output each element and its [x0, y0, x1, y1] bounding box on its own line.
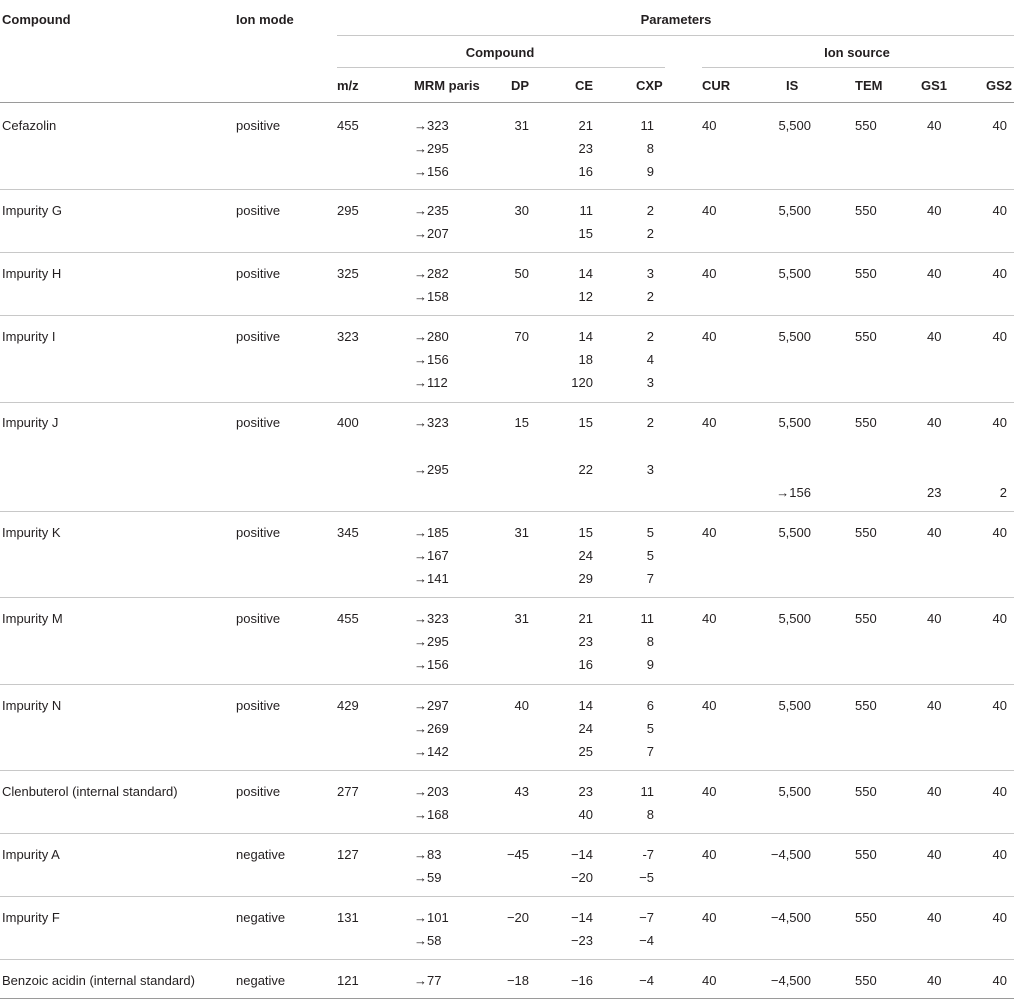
row-ce: 120	[571, 375, 593, 390]
row-ce: 15	[578, 415, 593, 430]
row-dp: 31	[514, 118, 529, 133]
row-mz: 127	[337, 847, 359, 862]
col-mrm: MRM paris	[414, 78, 480, 93]
header-group-compound: Compound	[465, 45, 535, 60]
row-gs1: 40	[927, 910, 942, 925]
row-cxp: 4	[646, 352, 654, 367]
row-mrm-transition: →83	[414, 847, 442, 862]
row-gs1: 40	[927, 847, 942, 862]
row-cur: 40	[702, 525, 717, 540]
row-ion-mode: negative	[236, 847, 286, 862]
row-ce: 14	[578, 266, 593, 281]
row-cxp: 2	[646, 415, 654, 430]
row-extra-gs2: 2	[999, 485, 1007, 500]
row-ce: 14	[578, 329, 593, 344]
row-mrm-transition: →141	[414, 571, 449, 586]
row-mrm-transition: →235	[414, 203, 449, 218]
row-mrm-transition: →207	[414, 226, 449, 241]
row-is: −4,500	[770, 910, 811, 925]
row-cxp: 7	[646, 744, 654, 759]
row-separator	[0, 684, 1014, 685]
row-cxp: 5	[646, 721, 654, 736]
col-tem: TEM	[855, 78, 883, 93]
row-mrm-transition: →156	[414, 164, 449, 179]
row-tem: 550	[855, 415, 877, 430]
row-dp: 31	[514, 611, 529, 626]
row-compound-name: Impurity M	[2, 611, 63, 626]
col-cur: CUR	[702, 78, 731, 93]
header-bottom-rule	[0, 102, 1014, 103]
row-separator	[0, 402, 1014, 403]
row-mrm-transition: →156	[414, 657, 449, 672]
row-ce: 23	[578, 784, 593, 799]
row-ion-mode: negative	[236, 910, 286, 925]
row-compound-name: Impurity F	[2, 910, 60, 925]
row-ce: 22	[578, 462, 593, 477]
row-ce: 14	[578, 698, 593, 713]
row-separator	[0, 189, 1014, 190]
row-separator	[0, 959, 1014, 960]
row-ion-mode: positive	[236, 698, 281, 713]
row-dp: 30	[514, 203, 529, 218]
row-gs2: 40	[992, 698, 1007, 713]
row-gs2: 40	[992, 784, 1007, 799]
row-cur: 40	[702, 698, 717, 713]
row-cxp: 3	[646, 462, 654, 477]
row-mrm-transition: →323	[414, 611, 449, 626]
row-ion-mode: positive	[236, 525, 281, 540]
row-ion-mode: positive	[236, 266, 281, 281]
row-cxp: -7	[642, 847, 654, 862]
header-parameters: Parameters	[640, 12, 712, 27]
row-extra-is: →156	[776, 485, 811, 500]
row-mrm-transition: →295	[414, 141, 449, 156]
row-tem: 550	[855, 910, 877, 925]
row-ce: 11	[579, 203, 593, 218]
row-cur: 40	[702, 847, 717, 862]
row-mz: 277	[337, 784, 359, 799]
row-dp: −45	[506, 847, 529, 862]
row-dp: 43	[514, 784, 529, 799]
row-mz: 295	[337, 203, 359, 218]
row-ce: 12	[578, 289, 593, 304]
row-is: 5,500	[778, 118, 811, 133]
row-ce: 23	[578, 634, 593, 649]
row-is: 5,500	[778, 611, 811, 626]
row-gs1: 40	[927, 266, 942, 281]
row-dp: −20	[506, 910, 529, 925]
row-cur: 40	[702, 203, 717, 218]
row-cxp: 5	[646, 548, 654, 563]
col-gs2: GS2	[986, 78, 1013, 93]
row-gs1: 40	[927, 525, 942, 540]
row-cxp: 5	[646, 525, 654, 540]
row-is: 5,500	[778, 329, 811, 344]
row-ce: 24	[578, 721, 593, 736]
header-ion-mode: Ion mode	[236, 12, 294, 27]
row-compound-name: Impurity H	[2, 266, 62, 281]
row-mrm-transition: →112	[414, 375, 448, 390]
row-ion-mode: positive	[236, 415, 281, 430]
row-gs1: 40	[927, 329, 942, 344]
row-mrm-transition: →167	[414, 548, 449, 563]
col-gs1: GS1	[921, 78, 948, 93]
row-mrm-transition: →185	[414, 525, 449, 540]
row-ce: −20	[570, 870, 593, 885]
row-tem: 550	[855, 266, 877, 281]
row-ce: −14	[570, 847, 593, 862]
row-ce: 29	[578, 571, 593, 586]
row-tem: 550	[855, 611, 877, 626]
row-compound-name: Impurity G	[2, 203, 62, 218]
row-ion-mode: positive	[236, 329, 281, 344]
row-ce: 16	[578, 657, 593, 672]
row-mz: 121	[337, 973, 359, 988]
row-ion-mode: positive	[236, 784, 281, 799]
row-cxp: −5	[639, 870, 654, 885]
row-dp: 40	[514, 698, 529, 713]
parameters-rule	[337, 35, 1014, 36]
row-gs1: 40	[927, 118, 942, 133]
table-bottom-rule	[0, 998, 1014, 999]
row-is: 5,500	[778, 266, 811, 281]
row-ce: 25	[578, 744, 593, 759]
row-gs2: 40	[992, 973, 1007, 988]
row-mz: 325	[337, 266, 359, 281]
row-ce: 15	[578, 525, 593, 540]
row-cur: 40	[702, 973, 717, 988]
row-cxp: −4	[639, 933, 654, 948]
row-mrm-transition: →158	[414, 289, 449, 304]
row-mrm-transition: →168	[414, 807, 449, 822]
row-cxp: 9	[646, 164, 654, 179]
row-compound-name: Impurity K	[2, 525, 61, 540]
row-ion-mode: positive	[236, 611, 281, 626]
row-mrm-transition: →323	[414, 118, 449, 133]
row-mrm-transition: →323	[414, 415, 449, 430]
row-tem: 550	[855, 784, 877, 799]
row-cxp: 11	[640, 784, 654, 799]
row-is: 5,500	[778, 203, 811, 218]
row-gs1: 40	[927, 611, 942, 626]
row-gs2: 40	[992, 415, 1007, 430]
row-ce: −23	[570, 933, 593, 948]
row-ce: −16	[570, 973, 593, 988]
row-gs2: 40	[992, 329, 1007, 344]
row-compound-name: Impurity J	[2, 415, 59, 430]
row-is: −4,500	[770, 847, 811, 862]
row-is: 5,500	[778, 784, 811, 799]
row-separator	[0, 252, 1014, 253]
row-ce: 23	[578, 141, 593, 156]
row-is: 5,500	[778, 415, 811, 430]
row-cxp: 2	[646, 226, 654, 241]
row-gs2: 40	[992, 611, 1007, 626]
row-cxp: 6	[646, 698, 654, 713]
row-separator	[0, 896, 1014, 897]
row-gs2: 40	[992, 118, 1007, 133]
row-cur: 40	[702, 415, 717, 430]
row-cxp: 3	[646, 266, 654, 281]
row-mz: 455	[337, 611, 359, 626]
row-gs2: 40	[992, 203, 1007, 218]
row-cur: 40	[702, 329, 717, 344]
row-ion-mode: positive	[236, 203, 281, 218]
row-separator	[0, 597, 1014, 598]
row-mrm-transition: →295	[414, 634, 449, 649]
row-mrm-transition: →142	[414, 744, 449, 759]
row-mrm-transition: →101	[414, 910, 449, 925]
col-dp: DP	[511, 78, 530, 93]
row-cxp: 9	[646, 657, 654, 672]
row-compound-name: Benzoic acidin (internal standard)	[2, 973, 195, 988]
row-compound-name: Impurity A	[2, 847, 60, 862]
row-ce: 21	[578, 611, 593, 626]
col-ce: CE	[575, 78, 594, 93]
row-tem: 550	[855, 847, 877, 862]
group-ion-source-rule	[702, 67, 1014, 68]
row-separator	[0, 511, 1014, 512]
row-cxp: 11	[640, 611, 654, 626]
row-mrm-transition: →269	[414, 721, 449, 736]
row-mrm-transition: →282	[414, 266, 449, 281]
row-tem: 550	[855, 973, 877, 988]
row-cxp: −4	[639, 973, 654, 988]
row-gs2: 40	[992, 847, 1007, 862]
row-mrm-transition: →297	[414, 698, 449, 713]
row-gs1: 40	[927, 784, 942, 799]
row-cxp: −7	[639, 910, 654, 925]
row-mrm-transition: →77	[414, 973, 442, 988]
row-tem: 550	[855, 118, 877, 133]
row-tem: 550	[855, 698, 877, 713]
row-mz: 429	[337, 698, 359, 713]
row-tem: 550	[855, 203, 877, 218]
row-mrm-transition: →295	[414, 462, 449, 477]
row-gs1: 40	[927, 415, 942, 430]
row-compound-name: Cefazolin	[2, 118, 57, 133]
row-mrm-transition: →203	[414, 784, 449, 799]
row-mz: 400	[337, 415, 359, 430]
row-mrm-transition: →58	[414, 933, 442, 948]
row-compound-name: Impurity N	[2, 698, 62, 713]
col-cxp: CXP	[636, 78, 663, 93]
row-dp: 31	[514, 525, 529, 540]
row-cxp: 2	[646, 329, 654, 344]
row-dp: 50	[514, 266, 529, 281]
row-ion-mode: negative	[236, 973, 286, 988]
row-dp: −18	[506, 973, 529, 988]
row-gs1: 40	[927, 698, 942, 713]
group-compound-rule	[337, 67, 665, 68]
row-ce: −14	[570, 910, 593, 925]
row-ce: 24	[578, 548, 593, 563]
row-ce: 40	[578, 807, 593, 822]
row-ce: 16	[578, 164, 593, 179]
row-mrm-transition: →280	[414, 329, 449, 344]
row-cur: 40	[702, 118, 717, 133]
row-tem: 550	[855, 525, 877, 540]
row-cxp: 8	[646, 634, 654, 649]
row-ce: 15	[578, 226, 593, 241]
row-cxp: 2	[646, 203, 654, 218]
row-gs2: 40	[992, 266, 1007, 281]
row-is: −4,500	[770, 973, 811, 988]
header-compound: Compound	[2, 12, 71, 27]
row-gs1: 40	[927, 203, 942, 218]
row-cur: 40	[702, 611, 717, 626]
row-is: 5,500	[778, 698, 811, 713]
row-cur: 40	[702, 910, 717, 925]
row-cxp: 7	[646, 571, 654, 586]
row-mrm-transition: →156	[414, 352, 449, 367]
row-extra-gs1: 23	[927, 485, 942, 500]
row-separator	[0, 770, 1014, 771]
row-cxp: 3	[646, 375, 654, 390]
row-dp: 70	[514, 329, 529, 344]
row-mrm-transition: →59	[414, 870, 442, 885]
row-separator	[0, 315, 1014, 316]
row-ce: 21	[578, 118, 593, 133]
row-mz: 455	[337, 118, 359, 133]
row-ion-mode: positive	[236, 118, 281, 133]
row-mz: 131	[337, 910, 359, 925]
row-cur: 40	[702, 784, 717, 799]
row-cxp: 2	[646, 289, 654, 304]
row-compound-name: Impurity I	[2, 329, 56, 344]
row-cur: 40	[702, 266, 717, 281]
row-gs1: 40	[927, 973, 942, 988]
col-mz: m/z	[337, 78, 359, 93]
row-cxp: 8	[646, 807, 654, 822]
header-group-ion-source: Ion source	[824, 45, 890, 60]
row-dp: 15	[514, 415, 529, 430]
row-separator	[0, 833, 1014, 834]
row-ce: 18	[578, 352, 593, 367]
row-is: 5,500	[778, 525, 811, 540]
row-mz: 345	[337, 525, 359, 540]
row-gs2: 40	[992, 525, 1007, 540]
row-cxp: 11	[640, 118, 654, 133]
col-is: IS	[786, 78, 799, 93]
row-mz: 323	[337, 329, 359, 344]
row-gs2: 40	[992, 910, 1007, 925]
row-tem: 550	[855, 329, 877, 344]
row-cxp: 8	[646, 141, 654, 156]
row-compound-name: Clenbuterol (internal standard)	[2, 784, 178, 799]
